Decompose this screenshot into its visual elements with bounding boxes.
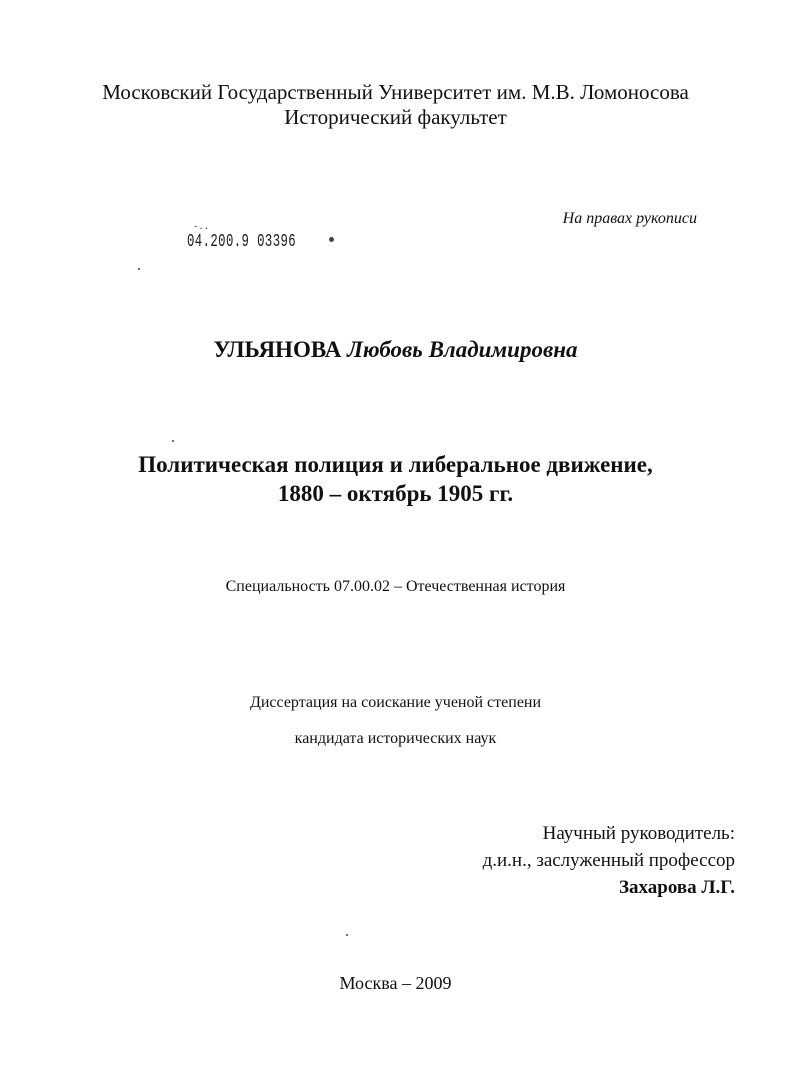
manuscript-rights-note: На правах рукописи — [562, 210, 697, 227]
thesis-title-line-2: 1880 – октябрь 1905 гг. — [277, 481, 514, 506]
degree-line-1: Диссертация на соискание ученой степени — [249, 694, 542, 711]
scan-speck — [138, 268, 140, 270]
supervisor-label: Научный руководитель: — [542, 823, 735, 844]
thesis-title-line-1: Политическая полиция и либеральное движение, — [138, 452, 653, 477]
author-given-names: Любовь Владимировна — [347, 337, 578, 362]
scan-speck — [329, 237, 334, 242]
scan-speck — [346, 934, 348, 936]
supervisor-name: Захарова Л.Г. — [619, 877, 735, 898]
faculty-name: Исторический факультет — [284, 105, 507, 129]
author-name — [0, 337, 791, 363]
specialty-line: Специальность 07.00.02 – Отечественная история — [225, 578, 566, 595]
supervisor-block — [483, 820, 735, 901]
supervisor-title: д.и.н., заслуженный профессор — [482, 850, 735, 871]
author-surname: УЛЬЯНОВА — [213, 337, 342, 362]
degree-line-2: кандидата исторических наук — [294, 730, 497, 747]
stamp-marks: -.. — [193, 222, 210, 232]
library-stamp-number: 04.200.9 03396 — [187, 231, 297, 253]
scan-speck — [172, 440, 174, 442]
place-and-year: Москва – 2009 — [339, 973, 452, 993]
university-name: Московский Государственный Университет им. М.В. Ломоносова — [102, 80, 689, 104]
